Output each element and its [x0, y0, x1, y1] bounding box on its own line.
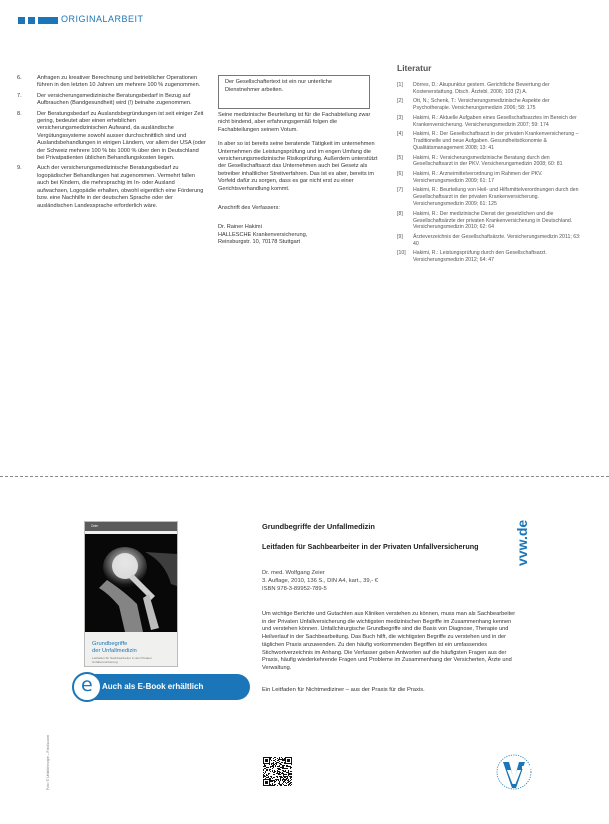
header-square-3	[38, 17, 58, 24]
publisher-logo-icon	[494, 752, 534, 796]
address-line: Dr. Rainer Hakimi	[218, 224, 262, 231]
xray-image	[85, 534, 177, 632]
header-square-2	[28, 17, 35, 24]
reference-number: [4]	[397, 131, 403, 138]
reference-item	[397, 211, 587, 232]
cover-title	[92, 641, 137, 655]
ad-title: Grundbegriffe der Unfallmedizin	[262, 522, 375, 531]
reference-text: Ärzteverzeichnis der Gesellschaftsärzte. Versicherungsmedizin 2011; 63: 40	[413, 233, 581, 247]
reference-number: [6]	[397, 170, 403, 177]
reference-text: Hakimi, R.: Versicherungsmedizinische Beratung durch den Gesellschaftsarzt in der PKV. Versicherungsmedizin 2008; 60: 81	[413, 154, 563, 168]
address-line: HALLESCHE Krankenversicherung,	[218, 231, 308, 238]
paragraph: Seine medizinische Beurteilung ist für die Fachabteilung zwar nicht bindend, aber erfahrungsgemäß folgen die Fachabteilungen seinem Votum.	[218, 112, 371, 133]
ad-meta	[262, 569, 378, 593]
reference-text: Hakimi, R.: Der Gesellschaftsarzt in der privaten Krankenversicherung – Traditionelle und neue Aufgaben. Gesundheitsökonomie & Qualitätsmanagement 2008; 13: 41	[413, 131, 579, 152]
cover-band	[85, 522, 177, 531]
ad-description: Um wichtige Berichte und Gutachten aus Kliniken verstehen zu können, muss man als Sachbearbeiter in der Privaten Unfallversicherung die wichtigsten medizinischen Begriffe im Zusammenhang kennen und verstehen können. Unfallchirurgische Grundbegriffe sind die Basis von Diagnose, Therapie und Heilverlauf in der Sachbearbeitung. Das Buch hilft, die wichtigsten Begriffe zu verstehen und in der täglichen Praxis anzuwenden. Zu den häufig vorkommenden Begriffen ist ein umfassendes Stichwortverzeichnis im Anhang. Die Verfasser geben Antworten auf die häufigsten Fragen aus der Praxis, häufig wiederkehrende Fragen und Probleme im Zusammenhang der Versicherten, Ärzte und Verwaltung.	[262, 611, 516, 671]
reference-item	[397, 82, 587, 96]
hip-xray-icon	[85, 534, 177, 632]
reference-text: Ott, N.; Schenk, T.: Versicherungsmedizinische Aspekte der Psychotherapie. Versicherungsmedizin 2006; 58: 175	[413, 98, 550, 112]
reference-text: Hakimi, R.: Aktuelle Aufgaben eines Gesellschaftsarztes im Bereich der Krankenversicherung. Versicherungsmedizin 2007; 59: 174	[413, 114, 577, 128]
numbered-item	[17, 75, 207, 90]
article-column-1	[17, 75, 207, 213]
address-label: Anschrift des Verfassers:	[218, 205, 280, 212]
publisher-url[interactable]: vvw.de	[514, 519, 530, 566]
reference-item	[397, 187, 587, 208]
cover-title-line: der Unfallmedizin	[92, 648, 137, 654]
item-number: 9.	[17, 165, 22, 172]
reference-number: [10]	[397, 250, 406, 257]
literature-title: Literatur	[397, 63, 432, 73]
item-text: Auch der versicherungsmedizinische Beratungsbedarf zu logopädischer Behandlungen hat zugenommen. Vermehrt fallen auch bei Kindern, die mehrsprachig im In- oder Ausland aufwachsen, Logopädie erhalten, obwohl eigentlich eine Förderung bzw. eine Nachhilfe in der deutschen Sprache oder der ausländischen Landessprache erforderlich wäre.	[37, 165, 204, 209]
cut-divider	[0, 476, 609, 477]
literature-list	[397, 82, 587, 267]
reference-item	[397, 234, 587, 248]
qr-code-icon[interactable]	[263, 757, 292, 786]
ad-tagline: Ein Leitfaden für Nichtmediziner – aus der Praxis für die Praxis.	[262, 687, 425, 693]
reference-text: Hakimi, R.: Leistungsprüfung durch den Gesellschaftsarzt. Versicherungsmedizin 2012; 64: 47	[413, 250, 547, 264]
reference-item	[397, 98, 587, 112]
ebook-label[interactable]: Auch als E-Book erhältlich	[102, 682, 204, 691]
reference-number: [2]	[397, 98, 403, 105]
ebook-e-icon: e	[81, 674, 93, 696]
article-column-2	[218, 112, 378, 247]
header-square-1	[18, 17, 25, 24]
reference-text: Dörres, D.: Akupunktur gestern. Gerichtliche Bewertung der Kostenerstattung. Dtsch. Ärztebl. 2006; 103 (2) A.	[413, 82, 550, 95]
photo-credit: Foto: © Unfallchirurgie – Fotolia.com	[46, 734, 50, 790]
book-cover[interactable]	[84, 521, 178, 667]
ad-isbn: ISBN 978-3-89952-789-5	[262, 586, 327, 592]
cover-subtitle: Leitfaden für Sachbearbeiter in der Privaten Unfallversicherung	[92, 656, 152, 664]
numbered-item	[17, 165, 207, 209]
item-text: Der Beratungsbedarf zu Auslandsbegründungen ist seit einiger Zeit gering, bedeutet aber einen erheblichen versicherungsmedizinischen Aufwand, da ausländische Vergütungssysteme sowohl ausser durchschnittlich sind und Auslandsbehandlungen in einigen Ländern, vor allem der USA (oder der Schweiz mehrere 100 % bis 1000 % über den in Deutschland bei Privatpatienten üblichen Behandlungskosten liegen.	[37, 110, 206, 162]
item-number: 8.	[17, 110, 22, 117]
reference-number: [8]	[397, 210, 403, 217]
cover-title-line: Grundbegriffe	[92, 641, 128, 647]
item-number: 7.	[17, 92, 22, 99]
reference-text: Hakimi, R.: Arzneimittelverordnung im Rahmen der PKV. Versicherungsmedizin 2009; 61: 17	[413, 170, 543, 184]
ad-author: Dr. med. Wolfgang Zeier	[262, 570, 325, 576]
reference-item	[397, 115, 587, 129]
reference-text: Hakimi, R.: Der medizinische Dienst der gesetzlichen und die Gesellschaftsärzte der privaten Krankenversicherung in Deutschland. Versicherungsmedizin 2010; 62: 64	[413, 210, 573, 231]
numbered-item	[17, 111, 207, 163]
item-number: 6.	[17, 75, 22, 81]
item-text: Anfragen zu kreativer Berechnung und betrieblicher Operationen führen in den letzten 10 Jahren um mehrere 100 % zugenommen.	[37, 75, 201, 89]
reference-text: Hakimi, R.: Beurteilung von Heil- und Hilfsmittelverordnungen durch den Gesellschaftsarzt in der privaten Krankenversicherung. Versicherungsmedizin 2009; 61: 125	[413, 187, 579, 208]
reference-number: [7]	[397, 187, 403, 194]
quote-box: Der Gesellschaftertext ist ein nur unterliche Dienstnehmer arbeiten.	[218, 75, 370, 109]
reference-number: [1]	[397, 82, 403, 88]
item-text: Der versicherungsmedizinische Beratungsbedarf in Bezug auf Aufbrauchen (Bandgesundheit) wird (!) beinahe zugenommen.	[37, 92, 192, 107]
ad-edition: 3. Auflage, 2010, 136 S., DIN A4, kart., 39,- €	[262, 578, 379, 584]
cover-author: Zeier	[91, 524, 99, 528]
reference-number: [5]	[397, 154, 403, 161]
reference-item	[397, 171, 587, 185]
reference-number: [3]	[397, 114, 403, 121]
numbered-item	[17, 93, 207, 108]
paragraph: In aber so ist bereits seine beratende Tätigkeit im unternehmen Unternehmen die Leistungsprüfung und im engen Umfang die versicherungsmedizinische Risikoprüfung. Außerdem unterstützt der Gesellschaftsarzt das Unternehmen auch bei Gesetz als betreiber inhaltlicher Streitverfahren. Das ist es aber, bereits im Vorfeld dafür zu sorgen, dass es gar nicht erst zu einer Gerichtsverhandlung kommt.	[218, 141, 378, 192]
ad-subtitle: Leitfaden für Sachbearbeiter in der Privaten Unfallversicherung	[262, 542, 479, 551]
reference-item	[397, 155, 587, 169]
section-label: ORIGINALARBEIT	[61, 14, 144, 24]
reference-item	[397, 250, 587, 264]
reference-number: [9]	[397, 233, 403, 240]
address-line: Reinsburgstr. 10, 70178 Stuttgart	[218, 239, 301, 246]
author-address	[218, 205, 378, 247]
reference-item	[397, 131, 587, 152]
